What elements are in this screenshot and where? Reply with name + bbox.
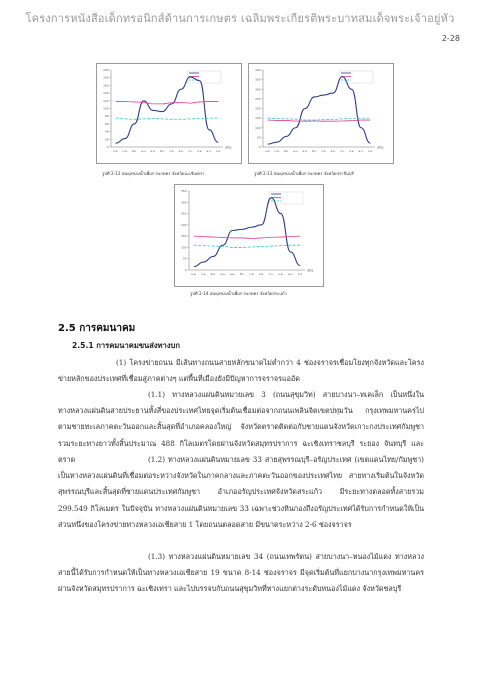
x-tick-label: ส.ค.	[259, 273, 264, 276]
x-tick-label: ธ.ค.	[215, 150, 221, 153]
series-line-3	[268, 118, 371, 120]
chart-water-balance-1	[97, 64, 241, 163]
y-tick-label: 150	[255, 116, 261, 121]
y-tick-label: 140	[103, 91, 109, 96]
x-tick-label: ก.ค.	[169, 150, 175, 153]
x-tick-label: พ.ค.	[229, 273, 236, 276]
figure-water-balance-chachoengsao	[96, 63, 242, 164]
y-tick-label: 300	[255, 87, 261, 92]
y-tick-label: 120	[103, 98, 109, 103]
y-tick-label: 50	[256, 135, 261, 140]
x-axis-label: เดือน	[377, 145, 384, 150]
x-tick-label: มิ.ย.	[311, 150, 317, 153]
x-tick-label: ต.ค.	[197, 150, 203, 153]
x-tick-label: พ.ย.	[206, 150, 212, 153]
x-tick-label: ก.ย.	[268, 273, 274, 276]
x-tick-label: พ.ค.	[150, 150, 156, 153]
x-tick-label: ม.ค.	[265, 150, 271, 153]
x-axis-label: เดือน	[225, 145, 232, 150]
y-tick-label: 0	[258, 145, 261, 149]
x-tick-label: ม.ค.	[113, 150, 119, 153]
y-tick-label: 20	[104, 137, 109, 142]
x-tick-label: มี.ค.	[131, 150, 137, 153]
x-tick-label: ธ.ค.	[367, 150, 373, 153]
subsection-title: 2.5.1 การคมนาคมขนส่งทางบก	[72, 341, 180, 350]
figure-water-balance-sakaeo	[174, 184, 324, 287]
document-header: โครงการหนังสือเด็กทรอนิกส์ด้านการเกษตร เฉลิมพระเกียรติพระบาทสมเด็จพระเจ้าอยู่หัว	[25, 12, 455, 25]
y-tick-label: 150	[181, 234, 187, 239]
y-tick-label: 100	[255, 125, 261, 130]
y-tick-label: 100	[181, 245, 187, 250]
y-tick-label: 350	[181, 189, 187, 193]
x-tick-label: ส.ค.	[330, 150, 336, 153]
paragraph-highway-3: (1.1) ทางหลวงแผ่นดินหมายเลข 3 (ถนนสุขุมวิท) สายบางนา–ทเคเล็ก เป็นหนึ่งในทางหลวงแผ่นดินสายประธานทั้งสี่ของประเทศไทยจุดเริ่มต้นเชื่อมต่อจากถนนเพลินจิตเขตปทุมวัน กรุงเทพมหานครไปตามชายทะเลภาคตะวันออกและสิ้นสุดที่อำเภอคลองใหญ่ จังหวัดตราดติดต่อกับชายแดนจังหวัดเกาะกงประเทศกัมพูชา รวมระยะทางยาวทั้งสิ้นประมาณ 488 กิโลเมตรโดยผ่านจังหวัดสมุทรปราการ ฉะเชิงเทราชลบุรี ระยอง จันทบุรี และตราด	[58, 390, 424, 464]
x-tick-label: เม.ย.	[219, 273, 226, 276]
x-tick-label: มิ.ย.	[159, 150, 165, 153]
x-tick-label: มี.ค.	[210, 273, 216, 276]
x-tick-label: พ.ย.	[358, 150, 364, 153]
chart-water-balance-2	[249, 64, 393, 163]
figure-caption-3: รูปที่ 2-14 สมดุลของน้ำเพื่อการเกษตร จังหวัดสระแก้ว	[190, 291, 287, 296]
series-line-1	[268, 77, 371, 144]
series-line-1	[116, 77, 219, 143]
series-line-2	[194, 236, 300, 238]
x-tick-label: ต.ค.	[278, 273, 284, 276]
x-tick-label: มิ.ย.	[239, 273, 245, 276]
y-tick-label: 160	[103, 83, 109, 88]
y-tick-label: 250	[255, 96, 261, 101]
paragraph-highway-34: (1.3) ทางหลวงแผ่นดินหมายเลข 34 (ถนนเทพรัตน) สายบางนา–หนองไม้แดง ทางหลวงสายนี้ได้รับการกำหนดให้เป็นทางหลวงเอเชียสาย 19 ขนาด 8-14 ช่องจราจร มีจุดเริ่มต้นที่แยกบางนากรุงเทพมหานคร ผ่านจังหวัดสมุทรปราการ ฉะเชิงเทรา และไปบรรจบกับถนนสุขุมวิทที่ทางแยกต่างระดับหนองไม้แดง จังหวัดชลบุรี	[58, 552, 424, 594]
x-tick-label: ก.พ.	[122, 150, 128, 153]
y-tick-label: 50	[182, 256, 187, 261]
y-tick-label: 0	[106, 145, 109, 149]
y-tick-label: 400	[255, 68, 261, 72]
x-tick-label: ก.ค.	[249, 273, 255, 276]
series-line-2	[116, 102, 219, 104]
x-tick-label: ก.ค.	[321, 150, 327, 153]
x-tick-label: ก.ย.	[187, 150, 193, 153]
chart-water-balance-3	[175, 185, 323, 286]
x-axis-label: เดือน	[307, 268, 314, 273]
y-tick-label: 180	[103, 75, 109, 80]
x-tick-label: ต.ค.	[349, 150, 355, 153]
x-tick-label: ม.ค.	[191, 273, 197, 276]
y-tick-label: 350	[255, 77, 261, 82]
x-tick-label: ธ.ค.	[297, 273, 303, 276]
paragraph-highway-33: (1.2) ทางหลวงแผ่นดินหมายเลข 33 สายสุพรรณบุรี–อรัญประเทศ (เขตแดนไทย/กัมพูชา) เป็นทางหลวงแผ่นดินที่เชื่อมต่อระหว่างจังหวัดในภาคกลางและภาคตะวันออกของประเทศไทย สายทางเริ่มต้นในจังหวัดสุพรรณบุรีและสิ้นสุดที่ชายแดนประเทศกัมพูชา อำเภออรัญประเทศจังหวัดสระแก้ว มีระยะทางตลอดทั้งสายรวม 299.549 กิโลเมตร ในปัจจุบัน ทางหลวงแผ่นดินหมายเลข 33 เฉพาะช่วงหินกองถึงอรัญประเทศได้รับการกำหนดให้เป็นส่วนหนึ่งของโครงข่ายทางหลวงเอเชียสาย 1 โดยถนนตลอดสาย มีขนาดระหว่าง 2-6 ช่องจราจร	[58, 455, 424, 529]
y-tick-label: 200	[255, 106, 261, 111]
x-tick-label: ก.ย.	[339, 150, 345, 153]
y-tick-label: 300	[181, 200, 187, 205]
y-tick-label: 200	[103, 68, 109, 72]
series-line-3	[116, 118, 219, 119]
y-tick-label: 200	[181, 222, 187, 227]
x-tick-label: ส.ค.	[178, 150, 184, 153]
x-tick-label: เม.ย.	[292, 150, 299, 153]
series-line-3	[194, 245, 300, 247]
x-tick-label: ก.พ.	[274, 150, 280, 153]
y-tick-label: 250	[181, 211, 187, 216]
page-number: 2-28	[441, 34, 460, 43]
x-tick-label: มี.ค.	[283, 150, 289, 153]
figure-caption-1: รูปที่ 2-12 สมดุลของน้ำเพื่อการเกษตร จังหวัดฉะเชิงเทรา	[102, 171, 205, 176]
y-tick-label: 100	[103, 106, 109, 111]
series-line-1	[194, 198, 300, 267]
x-tick-label: ก.พ.	[201, 273, 206, 276]
x-tick-label: พ.ย.	[288, 273, 293, 276]
x-tick-label: พ.ค.	[302, 150, 308, 153]
figure-water-balance-prachinburi	[248, 63, 394, 164]
y-tick-label: 0	[184, 268, 187, 272]
x-tick-label: เม.ย.	[140, 150, 147, 153]
figure-caption-2: รูปที่ 2-13 สมดุลของน้ำเพื่อการเกษตร จังหวัดปราจีนบุรี	[254, 171, 354, 176]
y-tick-label: 40	[104, 129, 109, 134]
paragraph-road-network: (1) โครงข่ายถนน มีเส้นทางถนนสายหลักขนาดไม่ต่ำกว่า 4 ช่องจราจรเชื่อมโยงทุกจังหวัดและโครงข่ายหลักของประเทศที่เชื่อมสู่ภาคต่างๆ แต่พื้นที่เมืองยังมีปัญหาการจราจรแออัด	[58, 358, 424, 384]
y-tick-label: 60	[104, 121, 109, 126]
y-tick-label: 80	[104, 114, 109, 119]
section-title: 2.5 การคมนาคม	[58, 323, 136, 334]
